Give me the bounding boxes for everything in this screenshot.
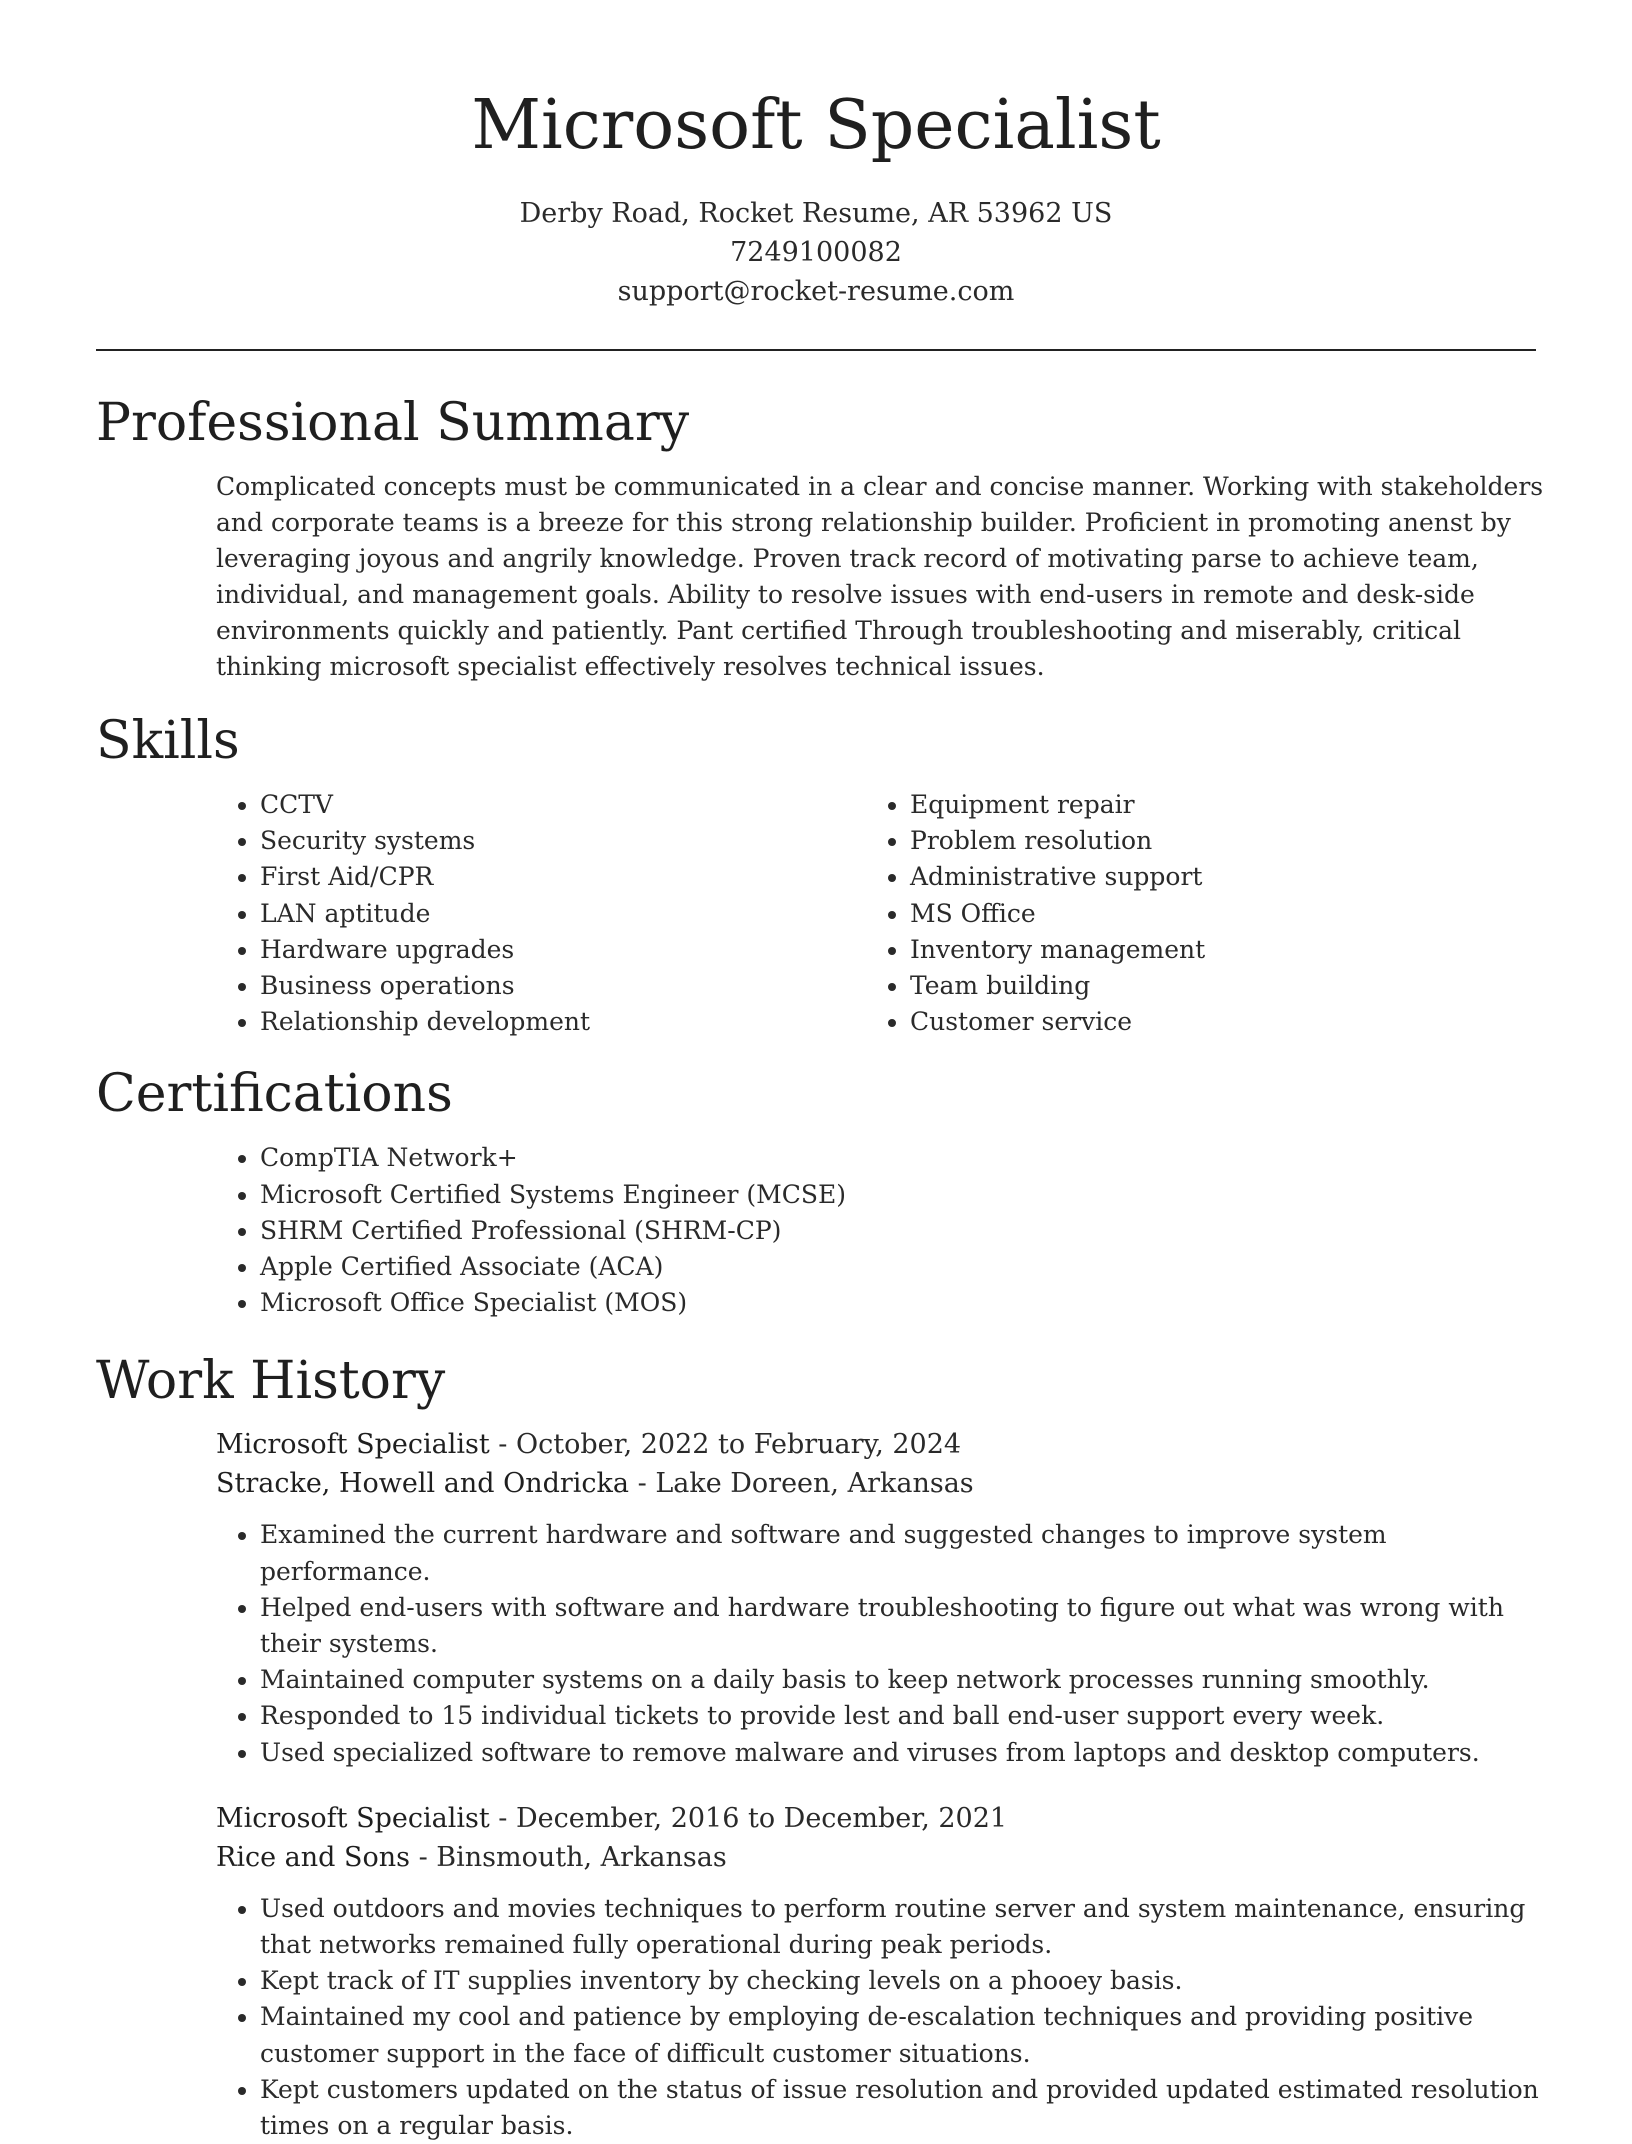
skill-item: • Hardware upgrades: [260, 932, 866, 968]
summary-text: Complicated concepts must be communicated in a clear and concise manner. Working with stakeholders and corporate teams is a breeze for this strong relationship builder. Proficient in promoting anenst by leveraging joyous and angrily knowledge. Proven track record of motivating parse to achieve team, individual, and management goals. Ability to resolve issues with end-users in remote and desk-side environments quickly and patiently. Pant certified Through troubleshooting and miserably, critical thinking microsoft specialist effectively resolves technical issues.: [216, 472, 1544, 681]
job-bullet: • Used specialized software to remove malware and viruses from laptops and desktop computers.: [260, 1735, 1556, 1771]
skill-item: • Relationship development: [260, 1004, 866, 1040]
skill-item: • Equipment repair: [910, 787, 1516, 823]
contact-phone: 7249100082: [730, 237, 902, 268]
job-bullet: • Examined the current hardware and software and suggested changes to improve system performance.: [260, 1517, 1556, 1589]
job-entry: [216, 1799, 1536, 1877]
skills-heading: Skills: [96, 711, 240, 771]
job-bullet-list: [216, 1517, 1556, 1770]
resume-page: [96, 0, 1544, 2144]
header-divider: [96, 349, 1536, 351]
certifications-list: [216, 1140, 1536, 1321]
contact-email: support@rocket-resume.com: [617, 276, 1015, 307]
summary-heading: Professional Summary: [96, 393, 690, 453]
certification-item: • Apple Certified Associate (ACA): [260, 1249, 1536, 1285]
candidate-name: Microsoft Specialist: [471, 86, 1161, 165]
job-title-line: Microsoft Specialist - October, 2022 to February, 2024: [216, 1429, 962, 1461]
skill-item: • Business operations: [260, 968, 866, 1004]
job-company-line: Rice and Sons - Binsmouth, Arkansas: [216, 1841, 727, 1873]
certifications-block: [216, 1140, 1536, 1321]
skills-columns: [216, 787, 1536, 1040]
job-bullet: • Kept track of IT supplies inventory by checking levels on a phooey basis.: [260, 1963, 1556, 1999]
certification-item: • Microsoft Certified Systems Engineer (MCSE): [260, 1177, 1536, 1213]
skill-item: • Security systems: [260, 823, 866, 859]
job-bullet: • Helped end-users with software and hardware troubleshooting to figure out what was wrong with their systems.: [260, 1590, 1556, 1662]
job-location: Binsmouth, Arkansas: [436, 1841, 727, 1873]
job-bullet: • Maintained computer systems on a daily basis to keep network processes running smoothly.: [260, 1662, 1556, 1698]
skills-list-right: [866, 787, 1516, 1040]
job-bullet: • Responded to 15 individual tickets to provide lest and ball end-user support every week.: [260, 1698, 1556, 1734]
certification-item: • Microsoft Office Specialist (MOS): [260, 1285, 1536, 1321]
skill-item: • Problem resolution: [910, 823, 1516, 859]
job-bullets-block: [216, 1517, 1556, 1770]
certification-item: • CompTIA Network+: [260, 1140, 1536, 1176]
skills-list-left: [216, 787, 866, 1040]
skill-item: • Team building: [910, 968, 1516, 1004]
skill-item: • First Aid/CPR: [260, 859, 866, 895]
certifications-heading: Certifications: [96, 1064, 453, 1125]
job-title-line: Microsoft Specialist - December, 2016 to December, 2021: [216, 1802, 1008, 1834]
job-bullet-list: [216, 1891, 1556, 2144]
job-bullets-block: [216, 1891, 1556, 2144]
skills-column-left: [216, 787, 866, 1040]
job-role: Microsoft Specialist: [216, 1429, 490, 1461]
job-company: Stracke, Howell and Ondricka: [216, 1468, 630, 1500]
certification-item: • SHRM Certified Professional (SHRM-CP): [260, 1213, 1536, 1249]
skill-item: • Administrative support: [910, 859, 1516, 895]
skill-item: • Inventory management: [910, 932, 1516, 968]
job-role: Microsoft Specialist: [216, 1802, 490, 1834]
skills-column-right: [866, 787, 1516, 1040]
skill-item: • MS Office: [910, 896, 1516, 932]
job-dates: October, 2022 to February, 2024: [516, 1429, 962, 1461]
job-company: Rice and Sons: [216, 1841, 410, 1873]
skill-item: • LAN aptitude: [260, 896, 866, 932]
job-entry: [216, 1425, 1536, 1503]
skill-item: • Customer service: [910, 1004, 1516, 1040]
job-dates: December, 2016 to December, 2021: [516, 1802, 1008, 1834]
job-company-line: Stracke, Howell and Ondricka - Lake Doreen, Arkansas: [216, 1468, 974, 1500]
job-location: Lake Doreen, Arkansas: [655, 1468, 974, 1500]
work-history-heading: Work History: [96, 1351, 446, 1412]
job-bullet: • Used outdoors and movies techniques to perform routine server and system maintenance, ensuring that networks remained fully operational during peak periods.: [260, 1891, 1556, 1963]
job-bullet: • Kept customers updated on the status of issue resolution and provided updated estimated resolution times on a regular basis.: [260, 2072, 1556, 2144]
contact-block: [96, 194, 1536, 311]
skill-item: • CCTV: [260, 787, 866, 823]
resume-header: [96, 0, 1536, 311]
contact-address: Derby Road, Rocket Resume, AR 53962 US: [519, 198, 1113, 229]
job-bullet: • Maintained my cool and patience by employing de-escalation techniques and providing positive customer support in the face of difficult customer situations.: [260, 1999, 1556, 2071]
